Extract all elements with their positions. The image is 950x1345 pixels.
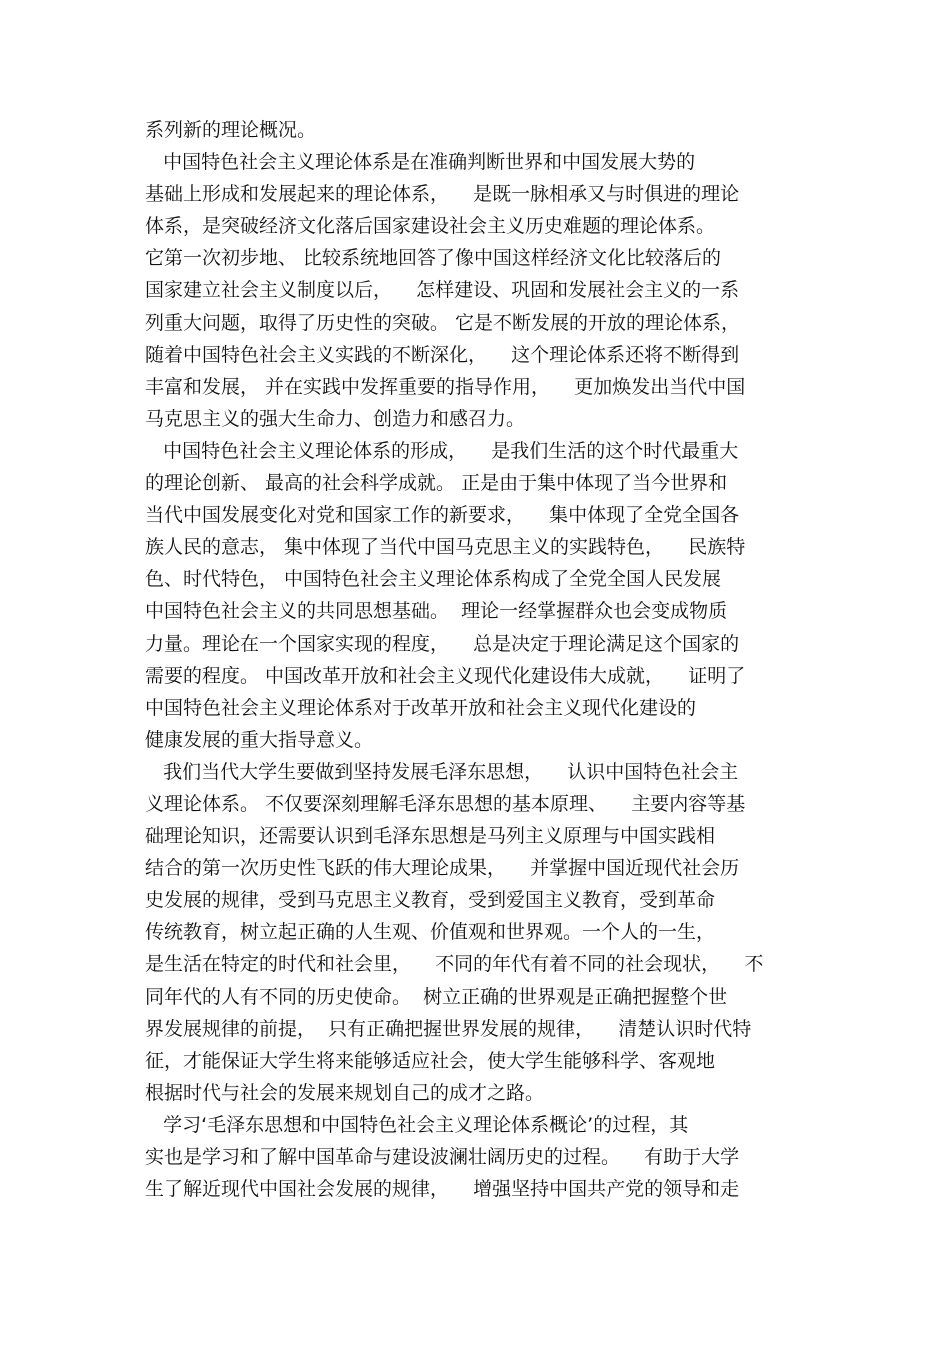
text-line: 族人民的意志， 集中体现了当代中国马克思主义的实践特色， 民族特 xyxy=(145,536,746,559)
text-line: 础理论知识，还需要认识到毛泽东思想是马列主义原理与中国实践相 xyxy=(145,825,716,848)
text-line: 它第一次初步地、 比较系统地回答了像中国这样经济文化比较落后的 xyxy=(145,247,722,270)
text-line: 实也是学习和了解中国革命与建设波澜壮阔历史的过程。 有助于大学 xyxy=(145,1146,740,1168)
text-line: 列重大问题，取得了历史性的突破。 它是不断发展的开放的理论体系， xyxy=(145,311,741,334)
text-line: 色、时代特色， 中国特色社会主义理论体系构成了全党全国人民发展 xyxy=(145,568,722,591)
text-line: 系列新的理论概况。 xyxy=(145,119,317,141)
text-line: 史发展的规律，受到马克思主义教育，受到爱国主义教育，受到革命 xyxy=(145,889,716,912)
text-line: 是生活在特定的时代和社会里， 不同的年代有着不同的社会现状， 不 xyxy=(145,953,764,976)
text-line: 我们当代大学生要做到坚持发展毛泽东思想， 认识中国特色社会主 xyxy=(145,760,739,783)
text-line: 结合的第一次历史性飞跃的伟大理论成果， 并掌握中国近现代社会历 xyxy=(145,857,740,880)
text-line: 的理论创新、 最高的社会科学成就。 正是由于集中体现了当今世界和 xyxy=(145,472,728,495)
text-line: 中国特色社会主义的共同思想基础。 理论一经掌握群众也会变成物质 xyxy=(145,600,728,623)
text-line: 随着中国特色社会主义实践的不断深化， 这个理论体系还将不断得到 xyxy=(145,343,740,366)
text-line: 马克思主义的强大生命力、创造力和感召力。 xyxy=(145,407,526,430)
text-line: 学习‘毛泽东思想和中国特色社会主义理论体系概论’的过程，其 xyxy=(145,1113,689,1136)
text-line: 界发展规律的前提， 只有正确把握世界发展的规律， 清楚认识时代特 xyxy=(145,1017,752,1040)
text-line: 需要的程度。 中国改革开放和社会主义现代化建设伟大成就， 证明了 xyxy=(145,664,746,687)
text-line: 传统教育，树立起正确的人生观、价值观和世界观。一个人的一生， xyxy=(145,921,716,944)
text-line: 当代中国发展变化对党和国家工作的新要求， 集中体现了全党全国各 xyxy=(145,504,740,527)
text-line: 中国特色社会主义理论体系对于改革开放和社会主义现代化建设的 xyxy=(145,696,697,719)
text-line: 健康发展的重大指导意义。 xyxy=(145,728,374,751)
text-line: 力量。理论在一个国家实现的程度， 总是决定于理论满足这个国家的 xyxy=(145,632,740,655)
text-line: 体系，是突破经济文化落后国家建设社会主义历史难题的理论体系。 xyxy=(145,215,716,238)
text-line: 中国特色社会主义理论体系的形成， 是我们生活的这个时代最重大 xyxy=(145,439,739,462)
text-line: 丰富和发展， 并在实践中发挥重要的指导作用， 更加焕发出当代中国 xyxy=(145,375,746,398)
text-line: 国家建立社会主义制度以后， 怎样建设、巩固和发展社会主义的一系 xyxy=(145,279,740,302)
text-line: 征，才能保证大学生将来能够适应社会，使大学生能够科学、客观地 xyxy=(145,1049,716,1072)
text-line: 同年代的人有不同的历史使命。 树立正确的世界观是正确把握整个世 xyxy=(145,985,728,1008)
text-line: 生了解近现代中国社会发展的规律， 增强坚持中国共产党的领导和走 xyxy=(145,1178,740,1201)
body-text xyxy=(145,114,825,1205)
text-line: 根据时代与社会的发展来规划自己的成才之路。 xyxy=(145,1081,545,1104)
text-line: 义理论体系。 不仅要深刻理解毛泽东思想的基本原理、 主要内容等基 xyxy=(145,792,746,815)
text-line: 中国特色社会主义理论体系是在准确判断世界和中国发展大势的 xyxy=(145,151,696,174)
text-line: 基础上形成和发展起来的理论体系， 是既一脉相承又与时俱进的理论 xyxy=(145,183,740,206)
